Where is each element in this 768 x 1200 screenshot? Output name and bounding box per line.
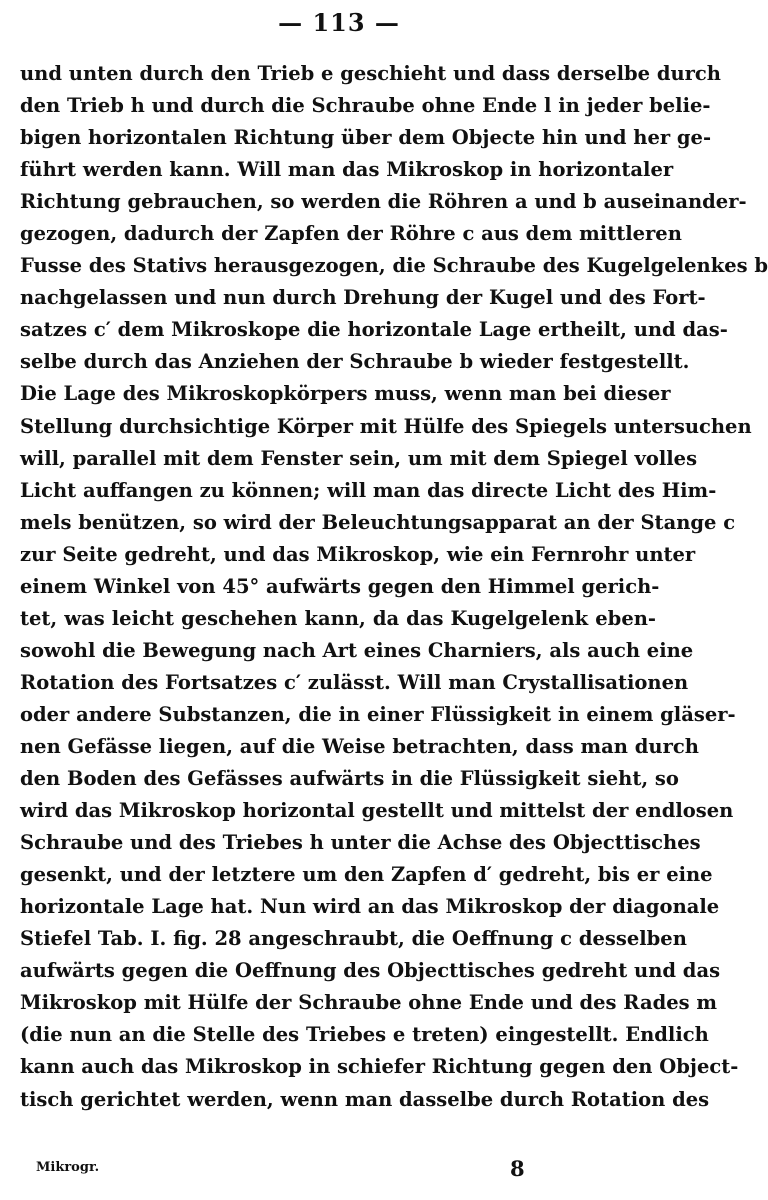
text-line: horizontale Lage hat. Nun wird an das Mikroskop der diagonale [20, 895, 720, 919]
text-line: zur Seite gedreht, und das Mikroskop, wie ein Fernrohr unter [20, 542, 696, 566]
text-line: den Trieb h und durch die Schraube ohne Ende l in jeder belie- [20, 94, 711, 118]
text-line: Fusse des Stativs herausgezogen, die Schraube des Kugelgelenkes b [20, 254, 768, 278]
text-line: Die Lage des Mikroskopkörpers muss, wenn man bei dieser [20, 382, 671, 406]
text-line: führt werden kann. Will man das Mikroskop in horizontaler [20, 158, 674, 182]
text-line: oder andere Substanzen, die in einer Flüssigkeit in einem gläser- [20, 702, 736, 726]
sheet-number: 8 [510, 1156, 525, 1181]
text-line: (die nun an die Stelle des Triebes e treten) eingestellt. Endlich [20, 1023, 709, 1047]
text-line: Rotation des Fortsatzes c′ zulässt. Will man Crystallisationen [20, 670, 689, 694]
text-line: sowohl die Bewegung nach Art eines Charniers, als auch eine [20, 638, 694, 662]
text-line: tet, was leicht geschehen kann, da das Kugelgelenk eben- [20, 606, 656, 630]
text-line: kann auch das Mikroskop in schiefer Richtung gegen den Object- [20, 1055, 739, 1079]
text-line: den Boden des Gefässes aufwärts in die Flüssigkeit sieht, so [20, 767, 679, 791]
printer-signature: Mikrogr. [36, 1160, 100, 1175]
text-line: und unten durch den Trieb e geschieht und dass derselbe durch [20, 62, 721, 85]
text-line: gezogen, dadurch der Zapfen der Röhre c aus dem mittleren [20, 222, 682, 246]
text-line: Stellung durchsichtige Körper mit Hülfe des Spiegels untersuchen [20, 414, 752, 438]
text-line: selbe durch das Anziehen der Schraube b wieder festgestellt. [20, 350, 690, 374]
text-line: Stiefel Tab. I. fig. 28 angeschraubt, die Oeffnung c desselben [20, 927, 687, 951]
text-line: Richtung gebrauchen, so werden die Röhren a und b auseinander- [20, 190, 747, 214]
text-line: mels benützen, so wird der Beleuchtungsapparat an der Stange c [20, 510, 736, 534]
text-line: gesenkt, und der letztere um den Zapfen d′ gedreht, bis er eine [20, 863, 713, 887]
text-line: einem Winkel von 45° aufwärts gegen den Himmel gerich- [20, 574, 660, 598]
text-line: Licht auffangen zu können; will man das directe Licht des Him- [20, 478, 717, 502]
page-footer [0, 1156, 678, 1186]
page-number: — 113 — [278, 8, 400, 37]
text-line: Schraube und des Triebes h unter die Achse des Objecttisches [20, 831, 701, 855]
text-line: will, parallel mit dem Fenster sein, um mit dem Spiegel volles [20, 446, 698, 470]
text-line: wird das Mikroskop horizontal gestellt und mittelst der endlosen [20, 799, 734, 823]
body-text [20, 58, 768, 1116]
text-line: bigen horizontalen Richtung über dem Objecte hin und her ge- [20, 126, 712, 150]
text-line: Mikroskop mit Hülfe der Schraube ohne Ende und des Rades m [20, 991, 718, 1015]
text-line: tisch gerichtet werden, wenn man dasselbe durch Rotation des [20, 1087, 710, 1111]
text-line: nachgelassen und nun durch Drehung der Kugel und des Fort- [20, 286, 706, 310]
text-line: nen Gefässe liegen, auf die Weise betrachten, dass man durch [20, 734, 699, 758]
text-line: aufwärts gegen die Oeffnung des Objecttisches gedreht und das [20, 959, 721, 983]
text-line: satzes c′ dem Mikroskope die horizontale Lage ertheilt, und das- [20, 318, 728, 342]
